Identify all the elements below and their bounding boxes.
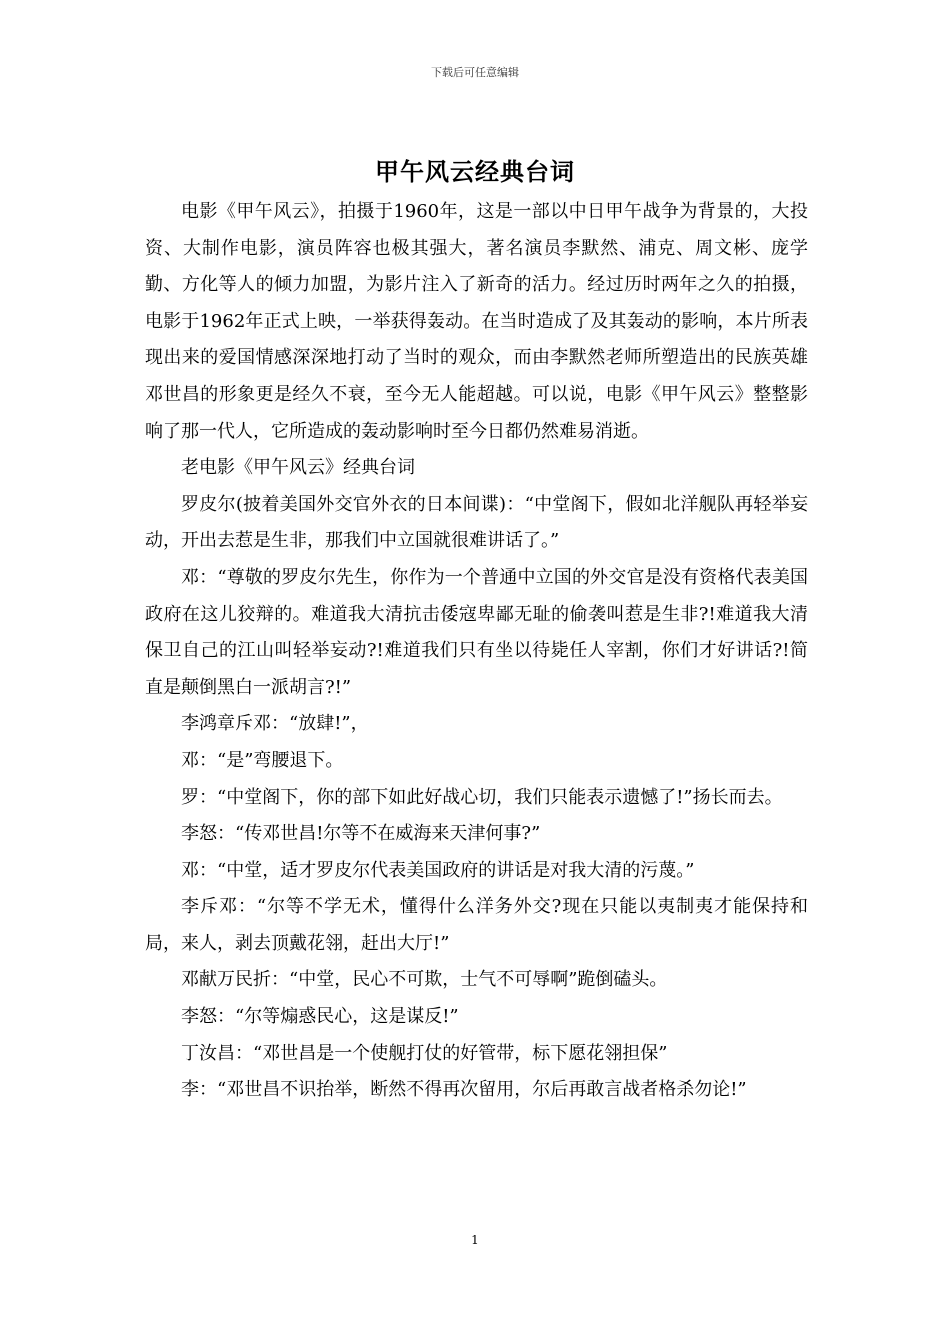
paragraph-dialogue: 邓：“中堂，适才罗皮尔代表美国政府的讲话是对我大清的污蔑。” [181,859,695,881]
paragraph-dialogue: 丁汝昌：“邓世昌是一个使舰打仗的好管带，标下愿花翎担保” [181,1042,668,1064]
paragraph-intro: 电影《甲午风云》，拍摄于1960年，这是一部以中日甲午战争为背景的，大投资、大制作电影，演员阵容也极其强大，著名演员李默然、浦克、周文彬、庞学勤、方化等人的倾力加盟，为影片注入了新奇的活力。经过历时两年之久的拍摄，电影于1962年正式上映，一举获得轰动。在当时造成了及其轰动的影响，本片所表现出来的爱国情感深深地打动了当时的观众，而由李默然老师所塑造出的民族英雄邓世昌的形象更是经久不衰，至今无人能超越。可以说，电影《甲午风云》整整影响了那一代人，它所造成的轰动影响时至今日都仍然难易消逝。 [145,201,808,442]
document-body [145,194,808,1109]
paragraph-dialogue: 邓：“是”弯腰退下。 [181,749,344,771]
paragraph-dialogue: 李怒：“传邓世昌!尔等不在威海来天津何事?” [181,823,541,845]
page-header-note: 下载后可任意编辑 [431,66,519,79]
paragraph-dialogue: 邓献万民折：“中堂，民心不可欺，士气不可辱啊”跪倒磕头。 [181,969,668,991]
paragraph-dialogue: 邓：“尊敬的罗皮尔先生，你作为一个普通中立国的外交官是没有资格代表美国政府在这儿狡辩的。难道我大清抗击倭寇卑鄙无耻的偷袭叫惹是生非?!难道我大清保卫自己的江山叫轻举妄动?!难道我们只有坐以待毙任人宰割，你们才好讲话?!简直是颠倒黑白一派胡言?!” [145,566,808,698]
paragraph-dialogue: 罗皮尔(披着美国外交官外衣的日本间谍)：“中堂阁下，假如北洋舰队再轻举妄动，开出去惹是生非，那我们中立国就很难讲话了。” [145,493,808,552]
paragraph-dialogue: 李怒：“尔等煽惑民心，这是谋反!” [181,1006,459,1028]
page-number: 1 [471,1233,479,1247]
paragraph-dialogue: 罗：“中堂阁下，你的部下如此好战心切，我们只能表示遗憾了!”扬长而去。 [181,786,783,808]
paragraph-dialogue: 李斥邓：“尔等不学无术，懂得什么洋务外交?现在只能以夷制夷才能保持和局，来人，剥去顶戴花翎，赶出大厅!” [145,896,808,954]
paragraph-dialogue: 李鸿章斥邓：“放肆!”， [181,713,369,735]
document-title: 甲午风云经典台词 [375,157,575,186]
paragraph-dialogue: 李：“邓世昌不识抬举，断然不得再次留用，尔后再敢言战者格杀勿论!” [181,1079,747,1101]
paragraph-section-heading: 老电影《甲午风云》经典台词 [181,457,415,479]
